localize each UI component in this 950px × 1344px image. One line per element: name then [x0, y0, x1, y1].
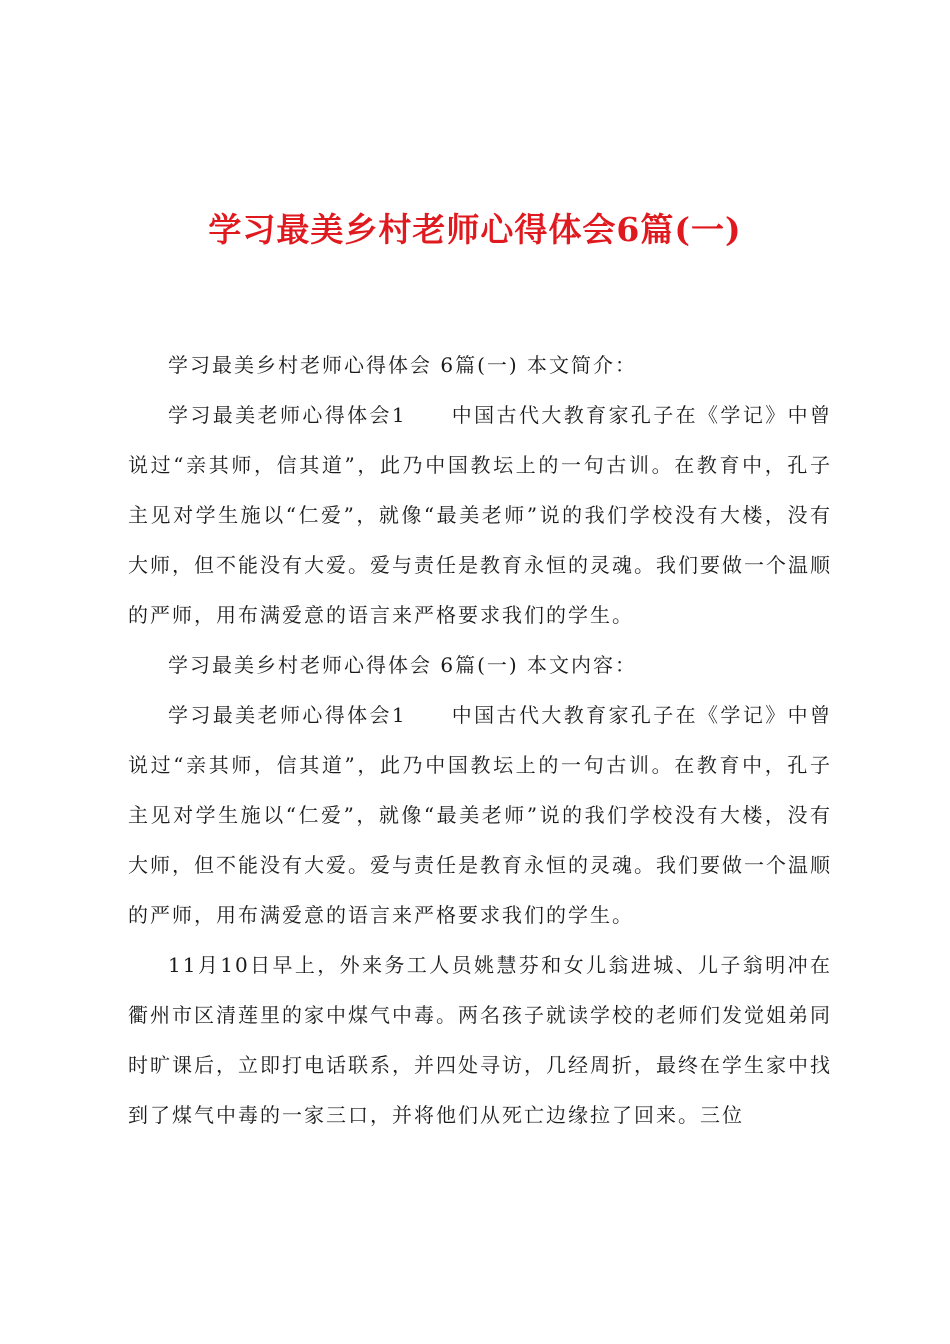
paragraph-summary-heading: 学习最美乡村老师心得体会 6篇(一) 本文简介： [168, 353, 638, 377]
paragraph-story: 11月10日早上，外来务工人员姚慧芬和女儿翁进城、儿子翁明冲在衢州市区清莲里的家中煤气中毒。两名孩子就读学校的老师们发觉姐弟同时旷课后，立即打电话联系，并四处寻访，几经周折，最终在学生家中找到了煤气中毒的一家三口，并将他们从死亡边缘拉了回来。三位 [128, 953, 832, 1127]
paragraph-summary: 学习最美老师心得体会1 中国古代大教育家孔子在《学记》中曾说过“亲其师，信其道”，此乃中国教坛上的一句古训。在教育中，孔子主见对学生施以“仁爱”，就像“最美老师”说的我们学校没有大楼，没有大师，但不能没有大爱。爱与责任是教育永恒的灵魂。我们要做一个温顺的严师，用布满爱意的语言来严格要求我们的学生。 [128, 403, 832, 627]
document-body [128, 340, 832, 1140]
paragraph-content: 学习最美老师心得体会1 中国古代大教育家孔子在《学记》中曾说过“亲其师，信其道”，此乃中国教坛上的一句古训。在教育中，孔子主见对学生施以“仁爱”，就像“最美老师”说的我们学校没有大楼，没有大师，但不能没有大爱。爱与责任是教育永恒的灵魂。我们要做一个温顺的严师，用布满爱意的语言来严格要求我们的学生。 [128, 703, 832, 927]
paragraph-content-heading: 学习最美乡村老师心得体会 6篇(一) 本文内容： [168, 653, 638, 677]
document-title: 学习最美乡村老师心得体会6篇(一) [208, 210, 742, 249]
